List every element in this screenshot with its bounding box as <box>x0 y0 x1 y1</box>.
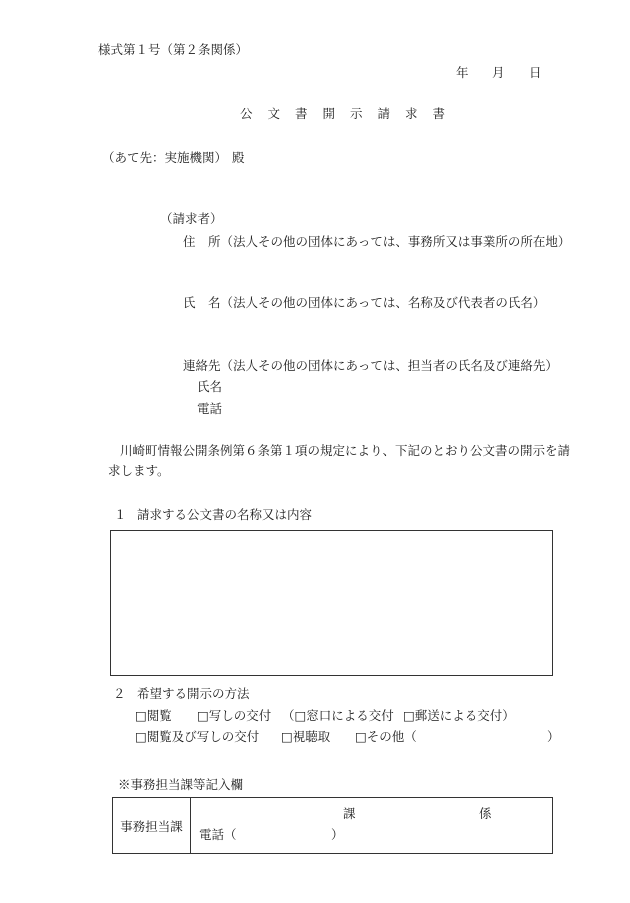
option-other-close: ） <box>547 729 560 744</box>
option-audio[interactable]: □視聴取 <box>281 729 331 744</box>
option-other[interactable]: □その他（ <box>355 729 417 744</box>
addressee-honorific: 殿 <box>232 150 245 165</box>
office-phone-open: 電話（ <box>199 827 237 842</box>
date-day-label: 日 <box>529 65 542 80</box>
office-subsection-label: 係 <box>479 806 492 821</box>
body-text-line2: 求します。 <box>108 463 170 478</box>
option-copy-window[interactable]: （□窓口による交付 <box>282 708 394 723</box>
date-month-label: 月 <box>492 65 505 80</box>
office-row-label: 事務担当課 <box>120 818 183 834</box>
document-title: 公文書開示請求書 <box>240 106 461 121</box>
contact-name-label: 氏名 <box>197 379 223 394</box>
requester-heading: （請求者） <box>160 211 223 226</box>
section1-heading: 請求する公文書の名称又は内容 <box>137 507 313 522</box>
office-section-label: 課 <box>343 806 356 821</box>
section1-number: １ <box>114 507 127 522</box>
addressee-label: （あて先：実施機関） <box>102 150 228 165</box>
form-number: 様式第１号（第２条関係） <box>98 42 249 57</box>
contact-phone-label: 電話 <box>197 401 223 416</box>
option-view[interactable]: □閲覧 <box>135 708 172 723</box>
option-copy-mail[interactable]: □郵送による交付） <box>403 708 515 723</box>
date-year-label: 年 <box>456 65 469 80</box>
document-content-box[interactable] <box>110 530 553 676</box>
address-label: 住 所（法人その他の団体にあっては、事務所又は事業所の所在地） <box>183 234 571 249</box>
office-section-heading: ※事務担当課等記入欄 <box>118 777 244 792</box>
office-phone-close: ） <box>331 827 344 842</box>
option-view-and-copy[interactable]: □閲覧及び写しの交付 <box>135 729 260 744</box>
office-table <box>112 797 553 854</box>
office-table-divider <box>190 798 191 853</box>
body-text-line1: 川崎町情報公開条例第６条第１項の規定により、下記のとおり公文書の開示を請 <box>120 443 571 458</box>
section2-heading: 希望する開示の方法 <box>137 686 250 701</box>
contact-label: 連絡先（法人その他の団体にあっては、担当者の氏名及び連絡先） <box>183 358 558 373</box>
option-copy[interactable]: □写しの交付 <box>197 708 272 723</box>
name-label: 氏 名（法人その他の団体にあっては、名称及び代表者の氏名） <box>183 295 546 310</box>
section2-number: ２ <box>113 686 126 701</box>
